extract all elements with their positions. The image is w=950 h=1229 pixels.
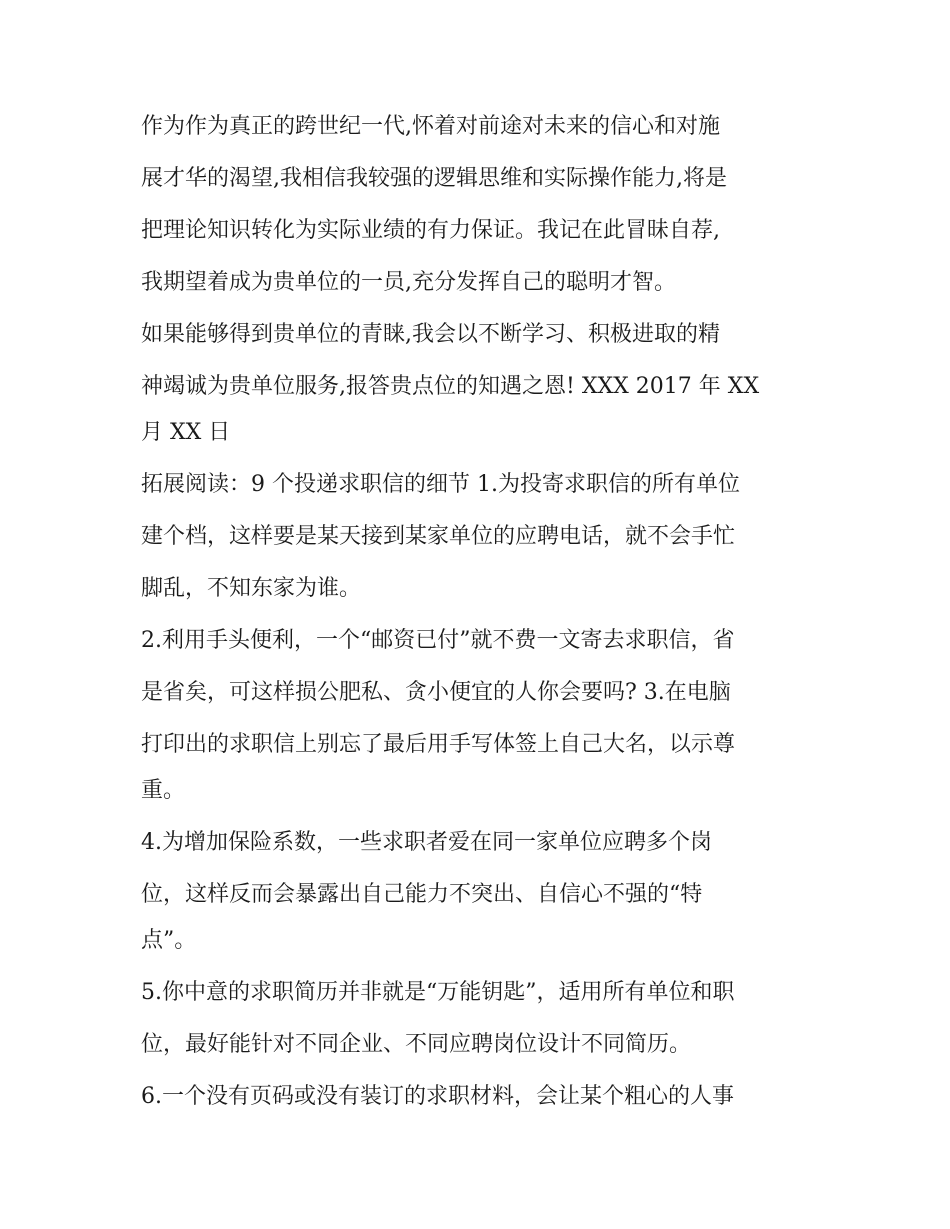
text-line: 神竭诚为贵单位服务,报答贵点位的知遇之恩! XXX 2017 年 XX xyxy=(141,374,760,399)
text-line: 作为作为真正的跨世纪一代,怀着对前途对未来的信心和对施 xyxy=(141,114,720,139)
text-line: 脚乱，不知东家为谁。 xyxy=(141,576,362,601)
text-line: 4.为增加保险系数，一些求职者爱在同一家单位应聘多个岗 xyxy=(141,830,712,855)
text-line: 是省矣，可这样损公肥私、贪小便宜的人你会要吗? 3.在电脑 xyxy=(141,680,731,705)
text-line: 如果能够得到贵单位的青睐,我会以不断学习、积极进取的精 xyxy=(141,322,720,347)
text-line: 打印出的求职信上别忘了最后用手写体签上自己大名，以示尊 xyxy=(141,732,736,757)
text-line: 我期望着成为贵单位的一员,充分发挥自己的聪明才智。 xyxy=(141,270,676,295)
text-line: 位，最好能针对不同企业、不同应聘岗位设计不同简历。 xyxy=(141,1032,692,1057)
text-line: 展才华的渴望,我相信我较强的逻辑思维和实际操作能力,将是 xyxy=(141,166,727,191)
text-line: 5.你中意的求职简历并非就是“万能钥匙”，适用所有单位和职 xyxy=(141,980,735,1005)
text-line: 点”。 xyxy=(141,928,197,953)
text-line: 拓展阅读：9 个投递求职信的细节 1.为投寄求职信的所有单位 xyxy=(141,472,740,497)
text-line: 重。 xyxy=(141,778,186,803)
text-line: 2.利用手头便利，一个“邮资已付”就不费一文寄去求职信，省 xyxy=(141,628,735,653)
text-line: 把理论知识转化为实际业绩的有力保证。我记在此冒昧自荐, xyxy=(141,218,720,243)
text-line: 月 XX 日 xyxy=(141,420,231,445)
text-line: 6.一个没有页码或没有装订的求职材料，会让某个粗心的人事 xyxy=(141,1084,734,1109)
text-line: 建个档，这样要是某天接到某家单位的应聘电话，就不会手忙 xyxy=(141,524,736,549)
text-line: 位，这样反而会暴露出自己能力不突出、自信心不强的“特 xyxy=(141,882,703,907)
